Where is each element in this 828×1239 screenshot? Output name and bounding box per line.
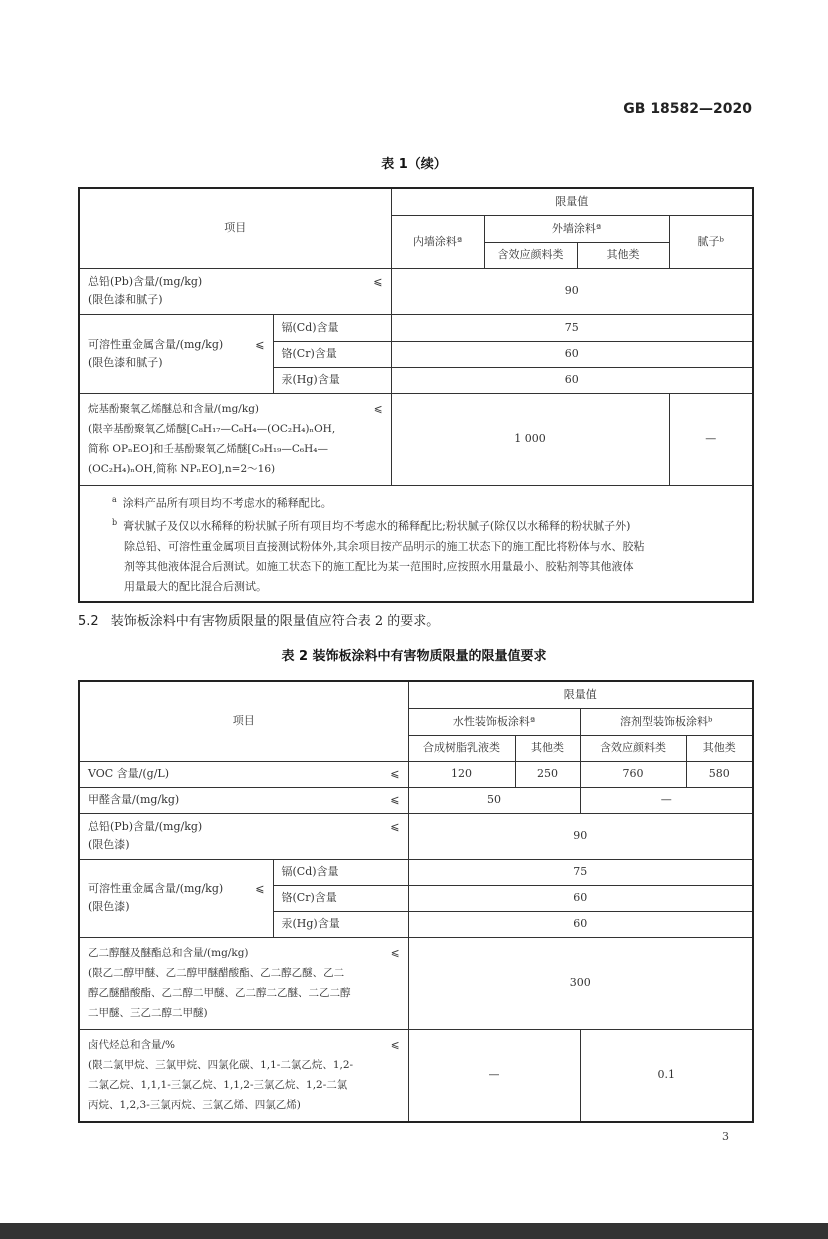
table1-item-header: 项目 <box>79 188 391 268</box>
table2-voc-item <box>79 761 408 787</box>
table-row <box>79 787 753 813</box>
table2-glycol-item <box>79 937 408 1029</box>
table-row <box>79 813 753 859</box>
table1-ape-label: 烷基酚聚氧乙烯醚总和含量/(mg/kg) <box>88 403 260 415</box>
table2-halo-line3: 二氯乙烷、1,1,1-三氯乙烷、1,1,2-三氯乙烷、1,2-二氯 <box>88 1079 348 1092</box>
table2-heavy-note: (限色漆) <box>88 900 130 913</box>
table2-voc-others-s: 580 <box>686 761 753 787</box>
table1-others-header: 其他类 <box>577 242 669 268</box>
table2-cr-label: 铬(Cr)含量 <box>273 885 408 911</box>
table2-water-header: 水性装饰板涂料ª <box>408 708 580 735</box>
table2-halo-item <box>79 1029 408 1122</box>
leq-symbol: ⩽ <box>373 275 383 288</box>
table2-cd-label: 镉(Cd)含量 <box>273 859 408 885</box>
table2-item-header: 项目 <box>79 681 408 761</box>
leq-symbol: ⩽ <box>390 947 400 959</box>
table2-halo-solvent: 0.1 <box>580 1029 753 1122</box>
table1-pb-item <box>79 268 391 314</box>
table2-voc-label: VOC 含量/(g/L) <box>88 767 170 780</box>
table2-cd-value: 75 <box>408 859 753 885</box>
table1-notes <box>79 485 753 602</box>
standard-number: GB 18582—2020 <box>623 101 752 117</box>
table-row <box>79 1029 753 1122</box>
note-text: 剂等其他液体混合后测试。如施工状态下的施工配比为某一范围时,应按照水用量最小、胶粘剂等其他液体 <box>124 559 634 573</box>
table1-pb-note: (限色漆和腻子) <box>88 293 163 306</box>
table2-voc-others-w: 250 <box>515 761 580 787</box>
section-text: 装饰板涂料中有害物质限量的限量值应符合表 2 的要求。 <box>110 614 440 629</box>
page-number: 3 <box>722 1130 729 1143</box>
table2-cr-value: 60 <box>408 885 753 911</box>
table2-limit-header: 限量值 <box>408 681 753 708</box>
table2-halo-label: 卤代烃总和含量/% <box>88 1039 176 1052</box>
table2-glycol-line3: 醇乙醚醋酸酯、乙二醇二甲醚、乙二醇二乙醚、二乙二醇 <box>88 987 351 999</box>
table-row <box>79 937 753 1029</box>
table1-heavy-item <box>79 314 273 393</box>
leq-symbol: ⩽ <box>255 882 265 895</box>
table2-others-w-header: 其他类 <box>515 735 580 761</box>
bottom-bar <box>0 1223 828 1239</box>
table1 <box>78 187 754 603</box>
table1-ape-line2: (限辛基酚聚氧乙烯醚[C₈H₁₇—C₆H₄—(OC₂H₄)ₙOH, <box>88 423 336 435</box>
table1-interior-header: 内墙涂料ª <box>391 215 484 268</box>
table2-halo-line2: (限二氯甲烷、三氯甲烷、四氯化碳、1,1-二氯乙烷、1,2- <box>88 1059 354 1072</box>
table1-cr-value: 60 <box>391 341 753 367</box>
table2-glycol-line4: 二甲醚、三乙二醇二甲醚) <box>88 1007 208 1019</box>
leq-symbol: ⩽ <box>255 337 265 351</box>
table-row <box>79 314 753 341</box>
table1-putty-header: 腻子ᵇ <box>669 215 753 268</box>
leq-symbol: ⩽ <box>390 1039 400 1052</box>
note-text: 涂料产品所有项目均不考虑水的稀释配比。 <box>122 496 332 510</box>
table2-hcho-label: 甲醛含量/(mg/kg) <box>88 793 180 806</box>
table2-others-s-header: 其他类 <box>686 735 753 761</box>
table2 <box>78 680 754 1123</box>
table1-heavy-note: (限色漆和腻子) <box>88 355 163 369</box>
table1-exterior-header: 外墙涂料ª <box>484 215 669 242</box>
table1-ape-value: 1 000 <box>391 393 669 485</box>
table1-ape-line4: (OC₂H₄)ₙOH,简称 NPₙEO],n=2～16) <box>88 463 276 475</box>
table2-effect-header: 含效应颜料类 <box>580 735 686 761</box>
note-text: 膏状腻子及仅以水稀释的粉状腻子所有项目均不考虑水的稀释配比;粉状腻子(除仅以水稀释的粉状腻子外) <box>123 519 631 533</box>
table1-cd-value: 75 <box>391 314 753 341</box>
table1-pb-value: 90 <box>391 268 753 314</box>
table2-solvent-header: 溶剂型装饰板涂料ᵇ <box>580 708 753 735</box>
leq-symbol: ⩽ <box>390 820 400 833</box>
table2-voc-effect: 760 <box>580 761 686 787</box>
section-paragraph <box>78 610 439 629</box>
table1-cr-label: 铬(Cr)含量 <box>273 341 391 367</box>
leq-symbol: ⩽ <box>373 403 383 415</box>
table2-heavy-label: 可溶性重金属含量/(mg/kg) <box>88 882 224 895</box>
table2-caption: 表 2 装饰板涂料中有害物质限量的限量值要求 <box>281 649 547 664</box>
table2-heavy-item <box>79 859 273 937</box>
table1-limit-header: 限量值 <box>391 188 753 215</box>
note-text: 除总铅、可溶性重金属项目直接测试粉体外,其余项目按产品明示的施工状态下的施工配比将粉体与水、胶粘 <box>124 539 645 553</box>
table2-pb-note: (限色漆) <box>88 838 130 851</box>
table2-hcho-water: 50 <box>408 787 580 813</box>
table-row <box>79 268 753 314</box>
table1-note-b <box>88 513 744 537</box>
table-row <box>79 485 753 602</box>
table2-voc-resin: 120 <box>408 761 515 787</box>
table1-effect-pigment-header: 含效应颜料类 <box>484 242 577 268</box>
table2-halo-water: — <box>408 1029 580 1122</box>
table2-pb-item <box>79 813 408 859</box>
table1-heavy-label: 可溶性重金属含量/(mg/kg) <box>88 337 224 351</box>
table2-hcho-item <box>79 787 408 813</box>
table2-pb-label: 总铅(Pb)含量/(mg/kg) <box>88 820 203 833</box>
table-row <box>79 393 753 485</box>
table2-hg-value: 60 <box>408 911 753 937</box>
section-number: 5.2 <box>78 614 99 629</box>
table-row <box>79 859 753 885</box>
table1-ape-putty: — <box>669 393 753 485</box>
leq-symbol: ⩽ <box>390 793 400 806</box>
table1-hg-label: 汞(Hg)含量 <box>273 367 391 393</box>
table2-glycol-line2: (限乙二醇甲醚、乙二醇甲醚醋酸酯、乙二醇乙醚、乙二 <box>88 967 345 979</box>
table2-glycol-label: 乙二醇醚及醚酯总和含量/(mg/kg) <box>88 947 249 959</box>
table1-hg-value: 60 <box>391 367 753 393</box>
leq-symbol: ⩽ <box>390 767 400 780</box>
table2-hg-label: 汞(Hg)含量 <box>273 911 408 937</box>
table2-resin-header: 合成树脂乳液类 <box>408 735 515 761</box>
table1-note-a <box>88 490 744 514</box>
note-text: 用量最大的配比混合后测试。 <box>124 579 267 593</box>
table2-glycol-value: 300 <box>408 937 753 1029</box>
table1-caption: 表 1（续） <box>381 157 447 172</box>
table-row <box>79 761 753 787</box>
table1-pb-label: 总铅(Pb)含量/(mg/kg) <box>88 275 203 288</box>
table1-ape-item <box>79 393 391 485</box>
table2-halo-line4: 丙烷、1,2,3-三氯丙烷、三氯乙烯、四氯乙烯) <box>88 1099 301 1112</box>
table1-ape-line3: 简称 OPₙEO]和壬基酚聚氧乙烯醚[C₉H₁₉—C₆H₄— <box>88 443 328 455</box>
table2-hcho-solvent: — <box>580 787 753 813</box>
note-mark: a <box>112 494 117 504</box>
table2-pb-value: 90 <box>408 813 753 859</box>
table1-cd-label: 镉(Cd)含量 <box>273 314 391 341</box>
note-mark: b <box>112 518 118 528</box>
